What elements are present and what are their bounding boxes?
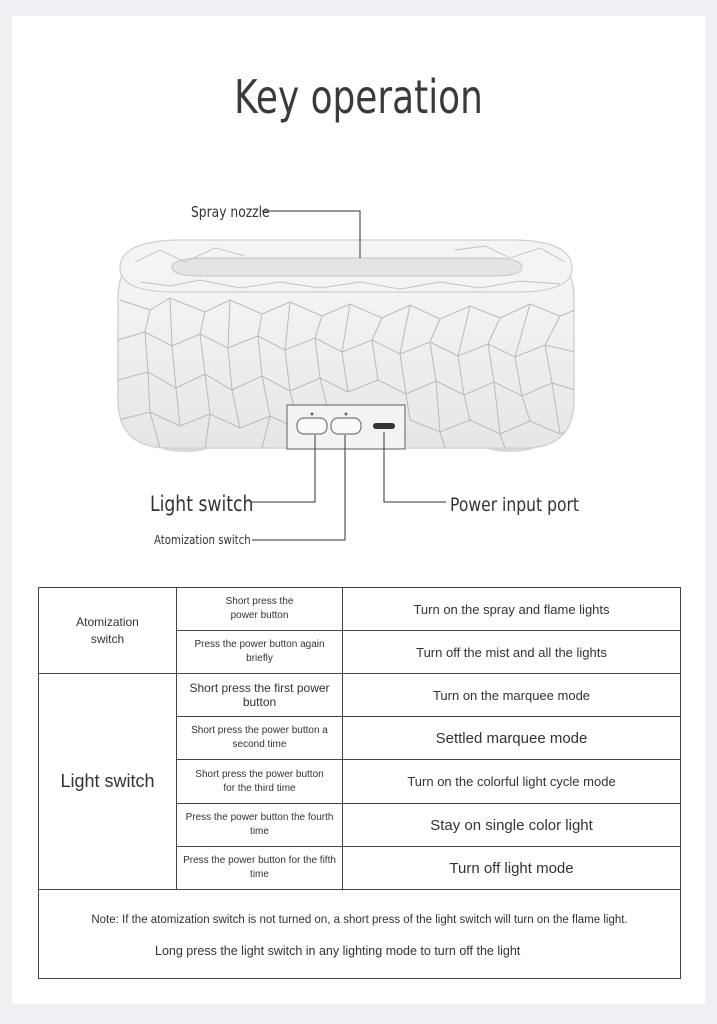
- page-title: Key operation: [234, 70, 483, 124]
- power-input-port-label: Power input port: [450, 494, 580, 516]
- result-cell: Turn off light mode: [343, 847, 681, 890]
- spray-nozzle-label: Spray nozzle: [191, 203, 270, 221]
- key-operation-table: [38, 587, 681, 979]
- table-row: [39, 674, 681, 717]
- spray-opening: [172, 258, 522, 276]
- note-cell: [39, 890, 681, 979]
- result-cell: Stay on single color light: [343, 804, 681, 847]
- table-note-row: [39, 890, 681, 979]
- indicator-dot-2: [345, 413, 348, 416]
- note-line-2: Long press the light switch in any lighting mode to turn off the light: [155, 944, 521, 958]
- result-cell: Turn on the colorful light cycle mode: [343, 760, 681, 804]
- note-line-1: Note: If the atomization switch is not turned on, a short press of the light switch will turn on the flame light.: [91, 914, 628, 926]
- indicator-dot-1: [311, 413, 314, 416]
- action-cell: Short press the power button a second time: [177, 717, 343, 760]
- action-cell: Short press the power button for the third time: [177, 760, 343, 804]
- atomization-switch-button[interactable]: [331, 418, 361, 434]
- group-cell-atomization: Atomization switch: [39, 588, 177, 674]
- result-cell: Turn off the mist and all the lights: [343, 631, 681, 674]
- atomization-switch-label: Atomization switch: [154, 533, 251, 547]
- light-switch-label: Light switch: [150, 492, 254, 516]
- result-cell: Settled marquee mode: [343, 717, 681, 760]
- action-cell: Press the power button again briefly: [177, 631, 343, 674]
- action-cell: Short press the power button: [177, 588, 343, 631]
- result-cell: Turn on the marquee mode: [343, 674, 681, 717]
- action-cell: Short press the first power button: [177, 674, 343, 717]
- action-cell: Press the power button for the fifth time: [177, 847, 343, 890]
- table-row: [39, 588, 681, 631]
- light-switch-button[interactable]: [297, 418, 327, 434]
- group-cell-light: Light switch: [39, 674, 177, 890]
- result-cell: Turn on the spray and flame lights: [343, 588, 681, 631]
- power-input-port-slot: [373, 423, 395, 429]
- action-cell: Press the power button the fourth time: [177, 804, 343, 847]
